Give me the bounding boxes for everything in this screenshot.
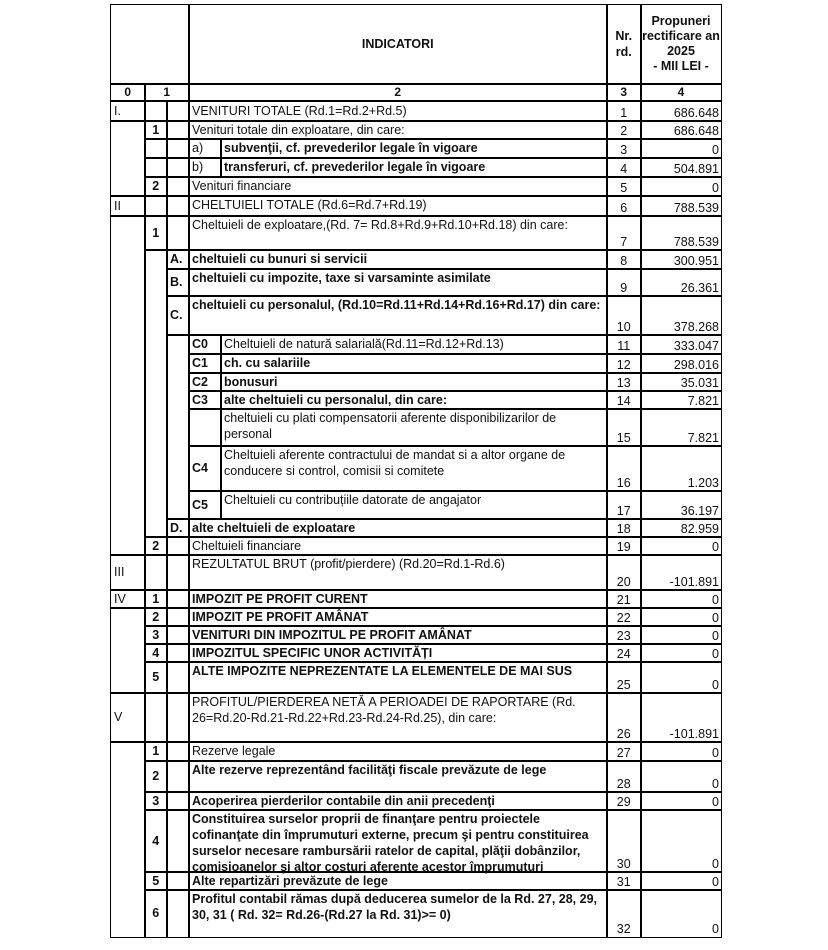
item-letter-cell [166,871,190,891]
row-number: 8 [606,249,642,270]
column-number-3: 3 [606,83,642,101]
indicator-label: Cheltuieli financiare [188,536,608,556]
item-number-cell: 1 [144,741,168,762]
item-letter-cell: D. [166,518,190,538]
sub-label-cell: C3 [188,390,222,410]
row-number: 9 [606,268,642,297]
indicator-label: PROFITUL/PIERDEREA NETĂ A PERIOADEI DE RAPORTARE (Rd. 26=Rd.20-Rd.21-Rd.22+Rd.23-Rd.24-Rd.25), din care: [188,692,608,743]
row-number: 23 [606,625,642,645]
section-roman-cell [110,741,146,938]
indicator-label: cheltuieli cu bunuri si servicii [188,249,608,270]
item-letter-cell [166,625,190,645]
section-roman-cell [110,120,146,197]
indicator-label: Venituri financiare [188,176,608,197]
indicator-label: cheltuieli cu impozite, taxe si varsaminte asimilate [188,268,608,297]
item-number-cell: 4 [144,643,168,663]
column-number-1: 1 [144,83,190,101]
row-value: 0 [640,536,722,556]
row-number: 29 [606,791,642,811]
row-number: 10 [606,295,642,336]
row-value: 504.891 [640,157,722,178]
item-letter-cell [166,120,190,140]
sub-label-cell: a) [188,138,222,159]
item-letter-cell [166,215,190,251]
item-letter-cell [166,138,190,159]
row-number: 31 [606,871,642,891]
row-value: -101.891 [640,692,722,743]
row-value: 0 [640,589,722,609]
row-number: 6 [606,195,642,217]
indicator-label: ch. cu salariile [220,353,608,374]
sub-label-cell: C0 [188,334,222,355]
row-number: 17 [606,490,642,520]
indicator-label: IMPOZIT PE PROFIT AMÂNAT [188,607,608,627]
row-value: 788.539 [640,215,722,251]
row-number: 13 [606,372,642,392]
item-letter-cell [166,889,190,938]
row-number: 1 [606,101,642,122]
row-value: 788.539 [640,195,722,217]
row-number: 22 [606,607,642,627]
row-number: 16 [606,445,642,492]
item-letter-cell [166,195,190,217]
row-value: 0 [640,625,722,645]
row-number: 21 [606,589,642,609]
item-letter-cell [166,692,190,743]
item-letter-cell [166,607,190,627]
item-letter-cell [166,554,190,591]
item-letter-cell [166,157,190,178]
section-roman-cell: V [110,692,146,743]
item-letter-cell [166,643,190,663]
item-letter-cell: C. [166,295,190,336]
sub-label-cell: C4 [188,445,222,492]
row-number: 28 [606,760,642,793]
item-number-cell: 4 [144,809,168,873]
item-letter-cell [166,334,190,520]
indicator-label: Constituirea surselor proprii de finanţare pentru proiectele cofinanţate din împrumuturi externe, precum şi pentru constituirea surselor necesare rambursării ratelor de capital, plăţii dobânzilor, comisioanelor şi altor costuri aferente acestor împrumuturi [188,809,608,873]
indicator-label: subvenţii, cf. prevederilor legale în vigoare [220,138,608,159]
header-propuneri-line: 2025 [667,44,695,59]
item-letter-cell [166,589,190,609]
row-value: 0 [640,607,722,627]
row-number: 32 [606,889,642,938]
indicator-label: Rezerve legale [188,741,608,762]
row-number: 5 [606,176,642,197]
row-value: 0 [640,741,722,762]
item-number-cell: 2 [144,176,168,197]
header-indicatori: INDICATORI [188,4,608,85]
header-nr-rd [606,4,642,85]
item-number-cell: 2 [144,607,168,627]
row-value: -101.891 [640,554,722,591]
indicator-label: Cheltuieli de exploatare,(Rd. 7= Rd.8+Rd.9+Rd.10+Rd.18) din care: [188,215,608,251]
item-number-cell [144,195,168,217]
row-value: 300.951 [640,249,722,270]
row-number: 7 [606,215,642,251]
sub-label-cell: C1 [188,353,222,374]
section-roman-cell [110,215,146,556]
indicator-label: transferuri, cf. prevederilor legale în vigoare [220,157,608,178]
item-number-cell: 5 [144,871,168,891]
header-propuneri-line: rectificare an [642,29,720,44]
row-value: 26.361 [640,268,722,297]
column-number-2: 2 [188,83,608,101]
item-letter-cell [166,741,190,762]
row-number: 14 [606,390,642,410]
header-nr-rd-line: rd. [615,45,632,60]
row-value: 378.268 [640,295,722,336]
row-value: 0 [640,760,722,793]
section-roman-cell: IV [110,589,146,609]
row-number: 3 [606,138,642,159]
item-number-cell: 6 [144,889,168,938]
indicator-label: alte cheltuieli cu personalul, din care: [220,390,608,410]
indicator-label: VENITURI TOTALE (Rd.1=Rd.2+Rd.5) [188,101,608,122]
item-number-cell: 1 [144,120,168,140]
row-value: 0 [640,176,722,197]
section-roman-cell: III [110,554,146,591]
row-number: 4 [606,157,642,178]
row-value: 686.648 [640,101,722,122]
indicator-label: VENITURI DIN IMPOZITUL PE PROFIT AMÂNAT [188,625,608,645]
item-letter-cell [166,760,190,793]
row-value: 686.648 [640,120,722,140]
item-number-cell [144,554,168,591]
row-value: 0 [640,791,722,811]
sub-label-cell: b) [188,157,222,178]
row-value: 7.821 [640,390,722,410]
section-roman-cell [110,607,146,694]
row-value: 0 [640,809,722,873]
row-number: 25 [606,661,642,694]
row-value: 36.197 [640,490,722,520]
row-number: 19 [606,536,642,556]
row-number: 27 [606,741,642,762]
indicator-label: cheltuieli cu personalul, (Rd.10=Rd.11+Rd.14+Rd.16+Rd.17) din care: [188,295,608,336]
row-number: 2 [606,120,642,140]
indicator-label: REZULTATUL BRUT (profit/pierdere) (Rd.20=Rd.1-Rd.6) [188,554,608,591]
row-value: 333.047 [640,334,722,355]
section-roman-cell: II [110,195,146,217]
item-number-cell: 2 [144,760,168,793]
header-blank-cell [110,4,190,85]
row-number: 12 [606,353,642,374]
header-propuneri-line: Propuneri [651,14,711,29]
row-value: 298.016 [640,353,722,374]
item-number-cell: 3 [144,791,168,811]
row-number: 15 [606,408,642,447]
row-value: 1.203 [640,445,722,492]
row-value: 0 [640,138,722,159]
row-number: 24 [606,643,642,663]
sub-label-cell: C5 [188,490,222,520]
row-number: 20 [606,554,642,591]
indicator-label: Acoperirea pierderilor contabile din anii precedenţi [188,791,608,811]
item-letter-cell: B. [166,268,190,297]
header-propuneri-line: - MII LEI - [653,59,709,74]
item-letter-cell [166,661,190,694]
indicator-label: ALTE IMPOZITE NEPREZENTATE LA ELEMENTELE DE MAI SUS [188,661,608,694]
row-number: 30 [606,809,642,873]
row-value: 35.031 [640,372,722,392]
item-letter-cell: A. [166,249,190,270]
sub-label-cell: C2 [188,372,222,392]
item-number-cell [144,138,168,159]
item-letter-cell [166,101,190,122]
item-number-cell: 2 [144,536,168,556]
row-value: 82.959 [640,518,722,538]
indicator-label: Cheltuieli de natură salarială(Rd.11=Rd.12+Rd.13) [220,334,608,355]
column-number-4: 4 [640,83,722,101]
section-roman-cell: I. [110,101,146,122]
item-number-cell: 1 [144,215,168,251]
item-letter-cell [166,176,190,197]
indicator-label: CHELTUIELI TOTALE (Rd.6=Rd.7+Rd.19) [188,195,608,217]
indicator-label: Cheltuieli cu contribuțiile datorate de angajator [220,490,608,520]
indicator-label: Cheltuieli aferente contractului de mandat si a altor organe de conducere si control, comisii si comitete [220,445,608,492]
indicator-label: Alte rezerve reprezentând facilităţi fiscale prevăzute de lege [188,760,608,793]
row-value: 0 [640,643,722,663]
row-value: 0 [640,889,722,938]
row-value: 7.821 [640,408,722,447]
sub-label-cell [188,408,222,447]
indicator-label: IMPOZITUL SPECIFIC UNOR ACTIVITĂȚI [188,643,608,663]
indicator-label: bonusuri [220,372,608,392]
item-number-cell [144,692,168,743]
header-propuneri [640,4,722,85]
row-number: 18 [606,518,642,538]
column-number-0: 0 [110,83,146,101]
indicator-label: Venituri totale din exploatare, din care: [188,120,608,140]
indicator-label: IMPOZIT PE PROFIT CURENT [188,589,608,609]
item-number-cell [144,101,168,122]
indicator-label: Alte repartizări prevăzute de lege [188,871,608,891]
indicator-label: cheltuieli cu plati compensatorii aferente disponibilizarilor de personal [220,408,608,447]
indicator-label: alte cheltuieli de exploatare [188,518,608,538]
item-number-cell [144,249,168,538]
item-letter-cell [166,791,190,811]
row-value: 0 [640,661,722,694]
item-number-cell: 3 [144,625,168,645]
row-number: 11 [606,334,642,355]
row-value: 0 [640,871,722,891]
item-number-cell: 1 [144,589,168,609]
financial-indicators-table [110,4,722,938]
header-nr-rd-line: Nr. [615,29,633,44]
item-letter-cell [166,536,190,556]
item-letter-cell [166,809,190,873]
item-number-cell [144,157,168,178]
row-number: 26 [606,692,642,743]
indicator-label: Profitul contabil rămas după deducerea sumelor de la Rd. 27, 28, 29, 30, 31 ( Rd. 32= Rd.26-(Rd.27 la Rd. 31)>= 0) [188,889,608,938]
item-number-cell: 5 [144,661,168,694]
